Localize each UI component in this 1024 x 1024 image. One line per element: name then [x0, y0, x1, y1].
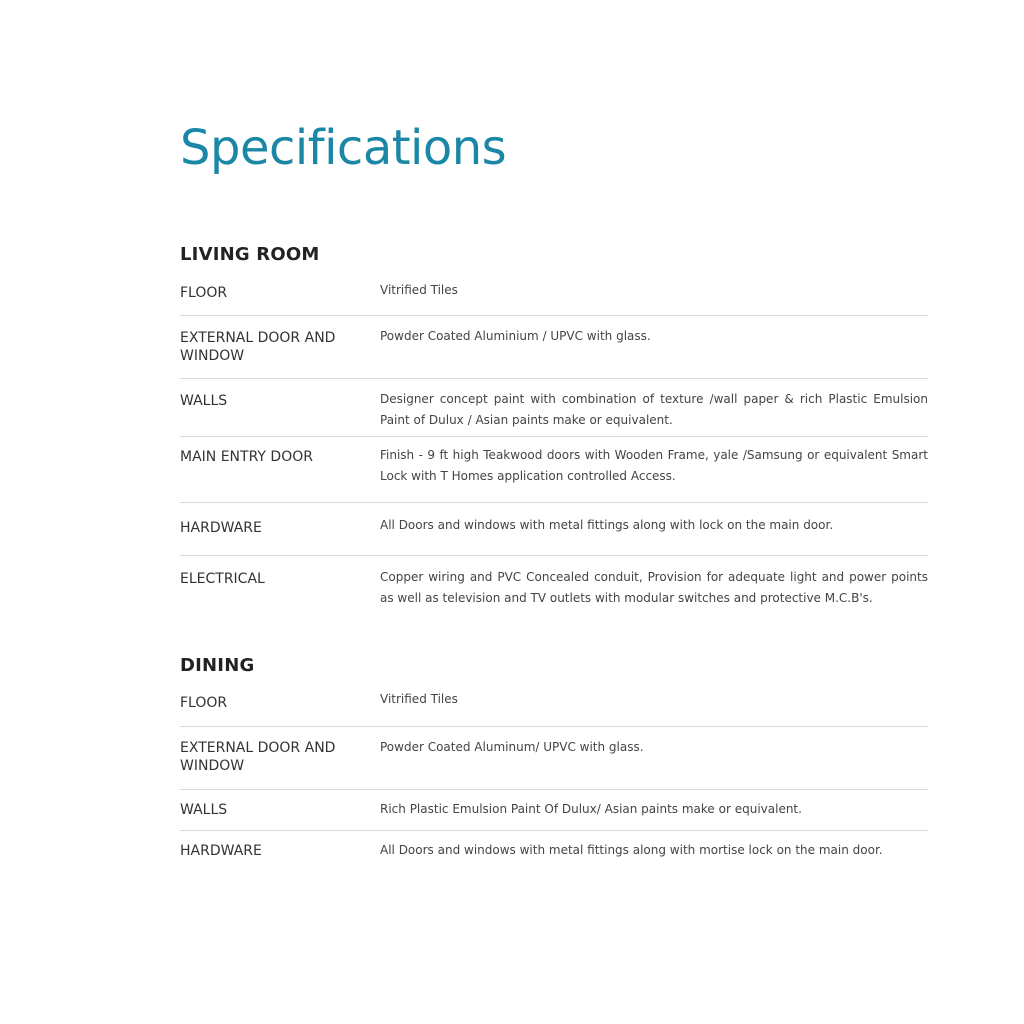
section-dining: [180, 654, 928, 871]
spec-label: EXTERNAL DOOR AND WINDOW: [180, 740, 336, 774]
spec-row-electrical: [180, 556, 928, 616]
section-living-room: [180, 243, 928, 616]
spec-label: MAIN ENTRY DOOR: [180, 449, 313, 465]
spec-row-hardware: [180, 831, 928, 871]
spec-value: Vitrified Tiles: [380, 692, 458, 706]
spec-value: All Doors and windows with metal fittings along with lock on the main door.: [380, 518, 834, 532]
spec-value: Powder Coated Aluminum/ UPVC with glass.: [380, 740, 644, 754]
spec-row-walls: [180, 790, 928, 831]
section-heading: DINING: [180, 655, 255, 676]
spec-row-floor: [180, 680, 928, 727]
spec-label: WALLS: [180, 393, 228, 409]
spec-value: All Doors and windows with metal fittings along with mortise lock on the main door.: [380, 843, 883, 857]
spec-label: WALLS: [180, 802, 228, 818]
spec-row-main-entry-door: [180, 437, 928, 503]
spec-row-external-door-window: [180, 727, 928, 790]
spec-label: ELECTRICAL: [180, 571, 265, 587]
spec-label: FLOOR: [180, 695, 228, 711]
page-title: Specifications: [180, 120, 507, 176]
spec-value: Designer concept paint with combination of texture /wall paper & rich Plastic Emulsion Paint of Dulux / Asian paints make or equivalent.: [380, 392, 928, 427]
spec-value: Vitrified Tiles: [380, 283, 458, 297]
spec-label: FLOOR: [180, 285, 228, 301]
section-heading: LIVING ROOM: [180, 244, 320, 265]
spec-label: HARDWARE: [180, 843, 262, 859]
spec-value: Copper wiring and PVC Concealed conduit, Provision for adequate light and power points as well as television and TV outlets with modular switches and protective M.C.B's.: [380, 570, 928, 605]
spec-row-external-door-window: [180, 316, 928, 379]
spec-value: Rich Plastic Emulsion Paint Of Dulux/ Asian paints make or equivalent.: [380, 802, 802, 816]
spec-value: Finish - 9 ft high Teakwood doors with Wooden Frame, yale /Samsung or equivalent Smart Lock with T Homes application controlled Access.: [380, 448, 928, 483]
spec-label: HARDWARE: [180, 520, 262, 536]
spec-row-hardware: [180, 503, 928, 556]
spec-row-floor: [180, 269, 928, 316]
spec-value: Powder Coated Aluminium / UPVC with glass.: [380, 329, 651, 343]
spec-label: EXTERNAL DOOR AND WINDOW: [180, 330, 336, 364]
spec-row-walls: [180, 379, 928, 437]
